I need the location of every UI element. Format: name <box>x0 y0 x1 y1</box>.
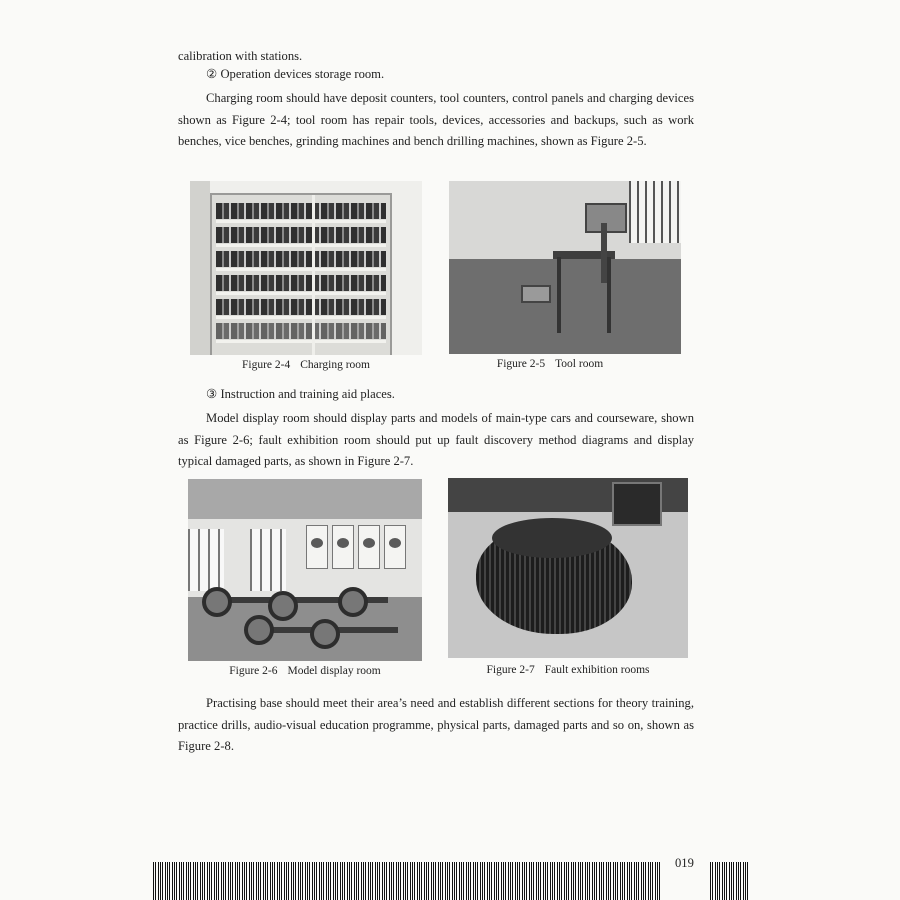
paragraph-model-display: Model display room should display parts and models of main-type cars and courseware, shown as Figure 2-6; fault exhibition room should put up fault discovery method diagrams and display typical damaged parts, as shown in Figure 2-7. <box>178 411 694 468</box>
caption-number: Figure 2-7 <box>486 664 535 676</box>
caption-title: Model display room <box>287 665 381 677</box>
figure-2-4-caption <box>190 359 422 371</box>
caption-title: Tool room <box>555 358 604 370</box>
figure-2-5-photo <box>449 181 681 354</box>
wall-poster <box>384 525 406 569</box>
wall-poster <box>358 525 380 569</box>
footer-decorative-bars <box>710 862 748 900</box>
figure-2-6-caption <box>188 665 422 677</box>
footer-decorative-bars <box>153 862 660 900</box>
caption-number: Figure 2-4 <box>242 359 291 371</box>
figure-2-6-photo <box>188 479 422 661</box>
wall-poster <box>612 482 662 526</box>
window <box>188 529 224 591</box>
caption-title: Fault exhibition rooms <box>544 664 650 676</box>
caption-number: Figure 2-6 <box>229 665 278 677</box>
window <box>250 529 286 591</box>
vise <box>521 285 551 303</box>
caption-number: Figure 2-5 <box>496 358 546 370</box>
window <box>629 181 681 243</box>
paragraph-charging-room: Charging room should have deposit counters, tool counters, control panels and charging devices shown as Figure 2-4; tool room has repair tools, devices, accessories and backups, such as work benches, vice benches, grinding machines and bench drilling machines, shown as Figure 2-5. <box>178 91 694 148</box>
shelving-unit <box>210 193 392 355</box>
wheel-model <box>202 587 232 617</box>
wheel-model <box>310 619 340 649</box>
figure-2-5-caption <box>449 358 651 370</box>
wheel-model <box>244 615 274 645</box>
paragraph-practising-base: Practising base should meet their area’s need and establish different sections for theory training, practice drills, audio-visual education programme, physical parts, damaged parts and so on, shown as Figure 2-8. <box>178 696 694 753</box>
list-item-2: ② Operation devices storage room. <box>206 67 385 81</box>
list-item-3: ③ Instruction and training aid places. <box>206 387 395 401</box>
figure-2-7-photo <box>448 478 688 658</box>
caption-title: Charging room <box>300 359 370 371</box>
figure-2-4-photo <box>190 181 422 355</box>
figure-2-7-caption <box>448 664 688 676</box>
wheel-model <box>338 587 368 617</box>
wall-poster <box>332 525 354 569</box>
wall-poster <box>306 525 328 569</box>
photo-wall <box>190 181 210 355</box>
wheel-model <box>268 591 298 621</box>
page-number: 019 <box>675 856 694 870</box>
body-text-line: calibration with stations. <box>178 49 303 63</box>
